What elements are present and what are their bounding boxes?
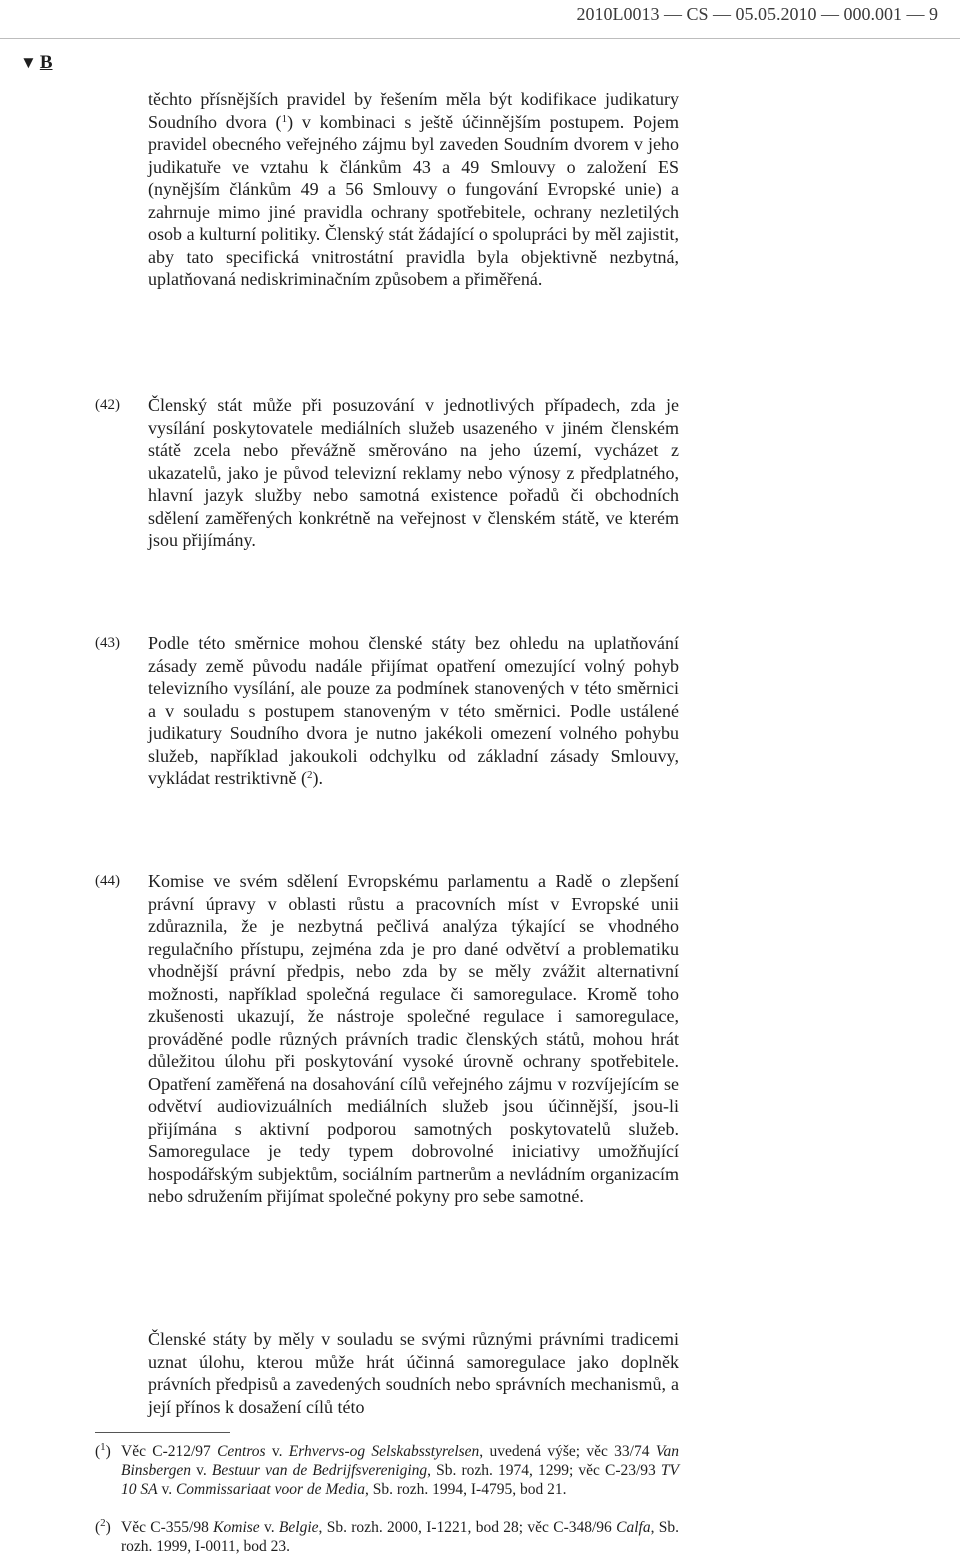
case-party-name: Bestuur van de Bedrijfsvereniging — [211, 1462, 428, 1479]
footnote-segment: , Sb. rozh. 1974, 1299; věc C-23/93 — [427, 1462, 661, 1479]
recital-number: (44) — [95, 873, 120, 889]
footnote-segment: Věc C-355/98 — [121, 1519, 214, 1536]
continuation-paragraph: těchto přísnějších pravidel by řešením měla být kodifikace judikatury Soudního dvora ($^1$) v kombinaci s ještě účinnějším postupem. Pojem pravidel obecného veřejného zájmu byl zaveden Soudním dvorem v jeho judikatuře ve vztahu k článkům 43 a 49 Smlouvy o založení ES (nynějším článkům 49 a 56 Smlouvy o fungování Evropské unie) a zahrnuje mimo jiné pravidla ochrany spotřebitele, ochrany nezletilých osob a kulturní politiky. Členský stát žádající o spolupráci by měl zajistit, aby tato specifická vnitrostátní pravidla byla objektivně nezbytná, uplatňovaná nediskriminačním způsobem a přiměřená. — [148, 89, 679, 289]
footnote-segment: v. — [191, 1462, 212, 1479]
footnote-ref: 1 — [281, 112, 288, 125]
case-party-name: Van Binsbergen — [121, 1443, 679, 1479]
footnote-segment: v. — [157, 1481, 176, 1498]
footnote-2 — [95, 1518, 679, 1556]
footnote-segment: , uvedená výše; věc 33/74 — [479, 1443, 656, 1460]
footnote-segment: v. — [259, 1519, 279, 1536]
case-party-name: Centros — [217, 1443, 266, 1460]
footnote-text — [121, 1518, 679, 1556]
header-reference: 2010L0013 — CS — 05.05.2010 — 000.001 — 9 — [576, 4, 938, 24]
recital-44: Komise ve svém sdělení Evropskému parlamentu a Radě o zlepšení právní úpravy v oblasti růstu a pracovních míst v Evropské unii zdůraznila, že je nezbytná pečlivá analýza týkající se vhodného regulačního přístupu, zejména zda je pro dané odvětví a problematiku vhodnější právní předpis, nebo zda by se měly zvážit alternativní možnosti, například společná regulace či samoregulace. Kromě toho zkušenosti ukazují, že nástroje společné regulace i samoregulace, prováděné podle různých právních tradic členských států, mohou hrát důležitou úlohu při poskytování vysoké úrovně ochrany spotřebitele. Opatření zaměřená na dosahování cílů veřejného zájmu v rozvíjejícím se odvětví audiovizuálních mediálních služeb jsou účinnější, jsou-li přijímána s aktivní podporou samotných poskytovatelů služeb. Samoregulace je tedy typem dobrovolné iniciativy umožňující hospodářským subjektům, sociálním partnerům a nevládním organizacím nebo sdružením přijímat společné pokyny pro sebe samotné. — [148, 871, 679, 1206]
footnote-segment: , Sb. rozh. 1999, I-0011, bod 23. — [121, 1519, 680, 1555]
footnote-segment: Věc C-212/97 — [121, 1443, 218, 1460]
footnote-number: ($^2$) — [95, 1517, 111, 1536]
recital-number: (43) — [95, 635, 120, 651]
case-party-name: Komise — [213, 1519, 260, 1536]
triangle-down-icon: ▼ — [20, 53, 37, 72]
footnote-segment: , Sb. rozh. 2000, I-1221, bod 28; věc C-348/96 — [318, 1519, 617, 1536]
footnote-ref: 2 — [306, 769, 313, 781]
footnote-separator — [95, 1432, 230, 1433]
footnote-text — [121, 1442, 679, 1499]
recital-number: (42) — [95, 397, 120, 413]
case-party-name: Belgie — [278, 1519, 319, 1536]
footnote-1 — [95, 1442, 679, 1499]
running-header — [0, 0, 960, 39]
footnote-number: ($^1$) — [95, 1441, 111, 1460]
closing-paragraph: Členské státy by měly v souladu se svými různými právními tradicemi uznat úlohu, kterou může hrát účinná samoregulace jako doplněk právních předpisů a zavedených soudních nebo správních mechanismů, a její přínos k dosažení cílů této — [148, 1329, 679, 1417]
consolidation-marker — [20, 52, 53, 74]
case-party-name: Erhvervs-og Selskabsstyrelsen — [288, 1443, 480, 1460]
case-party-name: TV 10 SA — [121, 1462, 679, 1498]
footnote-segment: v. — [265, 1443, 289, 1460]
recital-43: Podle této směrnice mohou členské státy bez ohledu na uplatňování zásady země původu nadále přijímat opatření omezující volný pohyb televizního vysílání, ale pouze za podmínek stanovených v této směrnici a v souladu s postupem stanoveným v této směrnici. Podle ustálené judikatury Soudního dvora je nutno jakékoli omezení volného pohybu služeb, například jakoukoli odchylku od základní zásady Smlouvy, vykládat restriktivně ($^2$). — [148, 633, 679, 788]
recital-42: Členský stát může při posuzování v jednotlivých případech, zda je vysílání poskytovatele mediálních služeb usazeného v jiném členském státě zcela nebo převážně směrováno na jeho území, vycházet z ukazatelů, jako je původ televizní reklamy nebo výnosy z předplatného, hlavní jazyk služby nebo samotná existence pořadů či obchodních sdělení zaměřených konkrétně na veřejnost v členském státě, ve kterém jsou přijímány. — [148, 395, 679, 550]
marker-letter: B — [39, 52, 53, 73]
case-party-name: Commissariaat voor de Media — [175, 1481, 365, 1498]
case-party-name: Calfa — [616, 1519, 651, 1536]
footnote-segment: , Sb. rozh. 1994, I-4795, bod 21. — [364, 1481, 567, 1498]
